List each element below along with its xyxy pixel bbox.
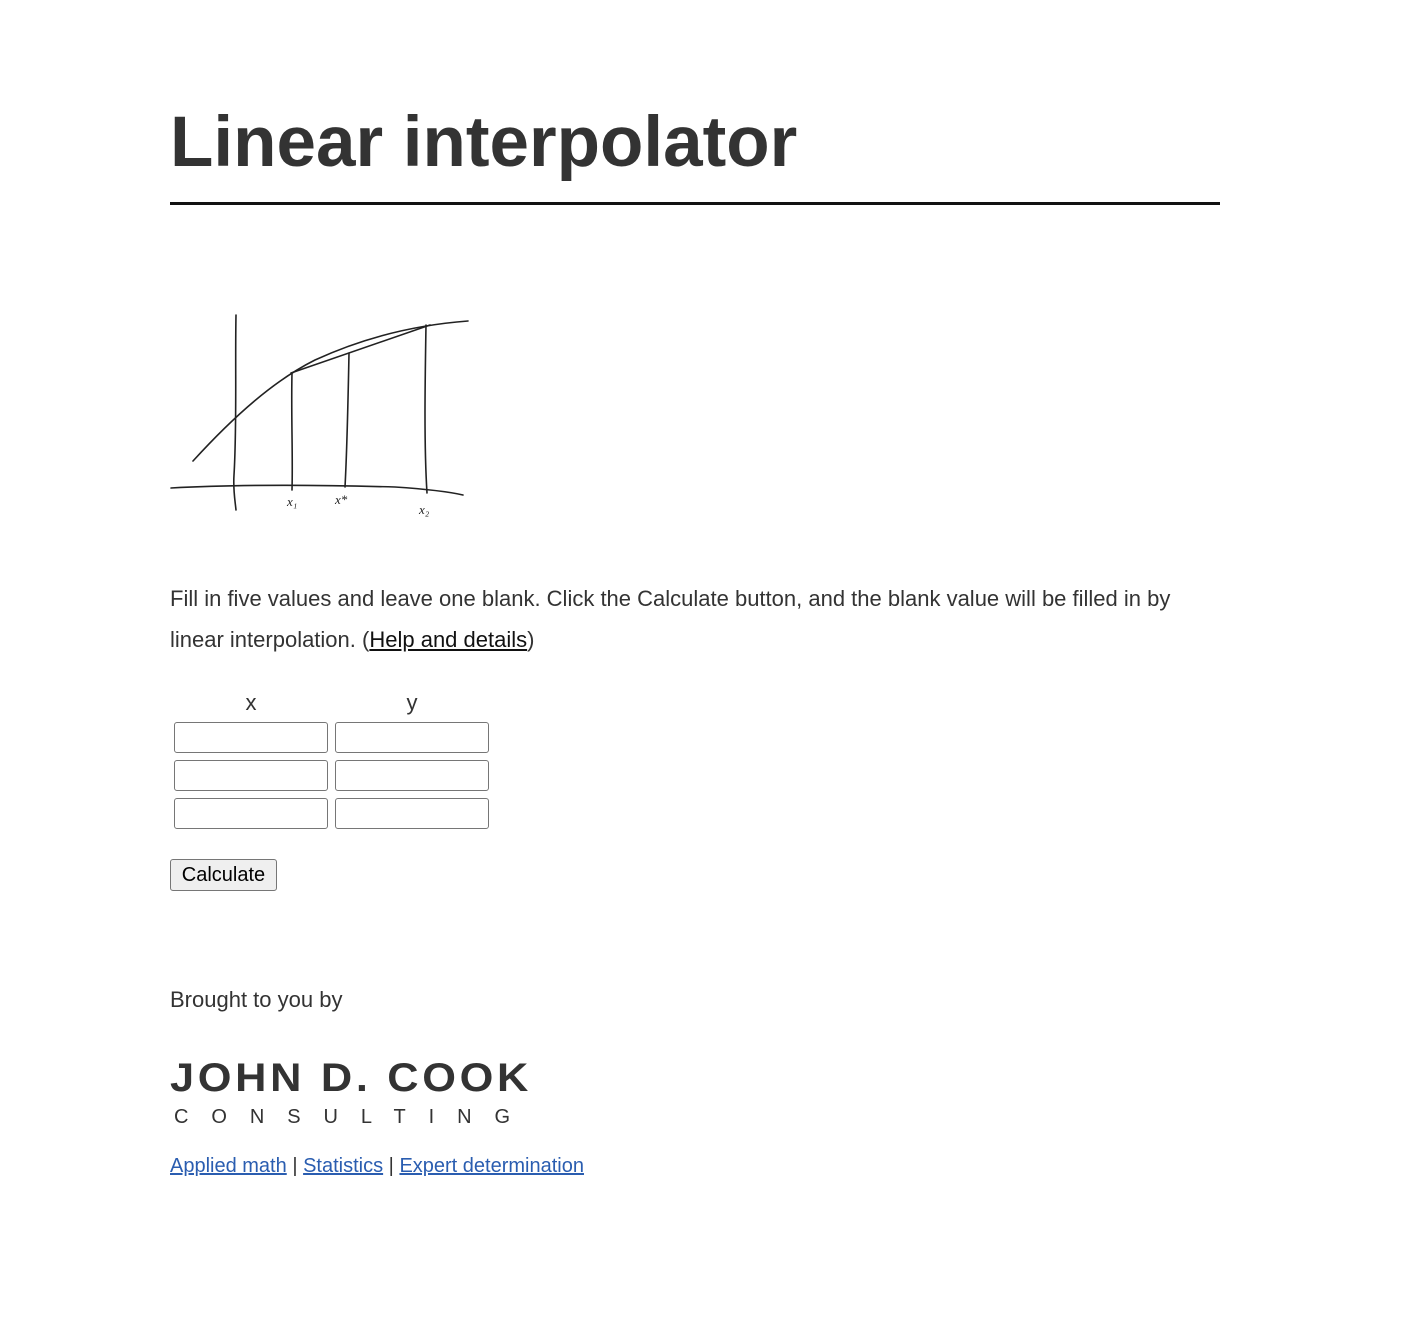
y1-input[interactable] bbox=[335, 722, 489, 753]
help-link[interactable]: Help and details bbox=[369, 627, 528, 652]
calculate-button[interactable]: Calculate bbox=[170, 859, 277, 891]
sketch-label-x2: x₂ bbox=[419, 502, 430, 517]
applied-math-link[interactable]: Applied math bbox=[170, 1155, 287, 1177]
sketch-label-x1: x₁ bbox=[287, 494, 298, 509]
sketch-chord bbox=[291, 325, 430, 373]
logo-line-2: CONSULTING bbox=[174, 1106, 532, 1127]
y2-input[interactable] bbox=[335, 760, 489, 791]
footer-links bbox=[170, 1152, 584, 1180]
link-separator: | bbox=[388, 1155, 394, 1177]
sketch-line-x1 bbox=[292, 373, 293, 490]
logo-line-1: JOHN D. COOK bbox=[170, 1056, 532, 1100]
sketch-y-axis bbox=[234, 315, 236, 510]
sketch-x-axis bbox=[171, 485, 463, 495]
x1-input[interactable] bbox=[174, 722, 328, 753]
y3-input[interactable] bbox=[335, 798, 489, 829]
sketch-line-x2 bbox=[425, 325, 427, 493]
statistics-link[interactable]: Statistics bbox=[303, 1155, 384, 1177]
x3-input[interactable] bbox=[174, 798, 328, 829]
sketch-label-xstar: x* bbox=[335, 492, 348, 507]
page-title: Linear interpolator bbox=[170, 103, 798, 182]
title-divider bbox=[170, 202, 1220, 205]
link-separator: | bbox=[292, 1155, 298, 1177]
expert-determination-link[interactable]: Expert determination bbox=[399, 1155, 584, 1177]
sketch-curve bbox=[193, 321, 468, 461]
x2-input[interactable] bbox=[174, 760, 328, 791]
brought-to-you-by: Brought to you by bbox=[170, 987, 343, 1012]
john-d-cook-consulting-logo[interactable] bbox=[170, 1055, 540, 1127]
instructions-text: Fill in five values and leave one blank. Click the Calculate button, and the blank value will be filled in by linear interpolation. ( bbox=[170, 586, 1171, 652]
instructions bbox=[170, 578, 1220, 660]
instructions-closing: ) bbox=[527, 627, 535, 652]
y-column-header: y bbox=[406, 690, 418, 715]
sketch-line-xstar bbox=[345, 353, 349, 487]
x-column-header: x bbox=[245, 690, 257, 715]
interpolation-sketch bbox=[165, 305, 485, 530]
